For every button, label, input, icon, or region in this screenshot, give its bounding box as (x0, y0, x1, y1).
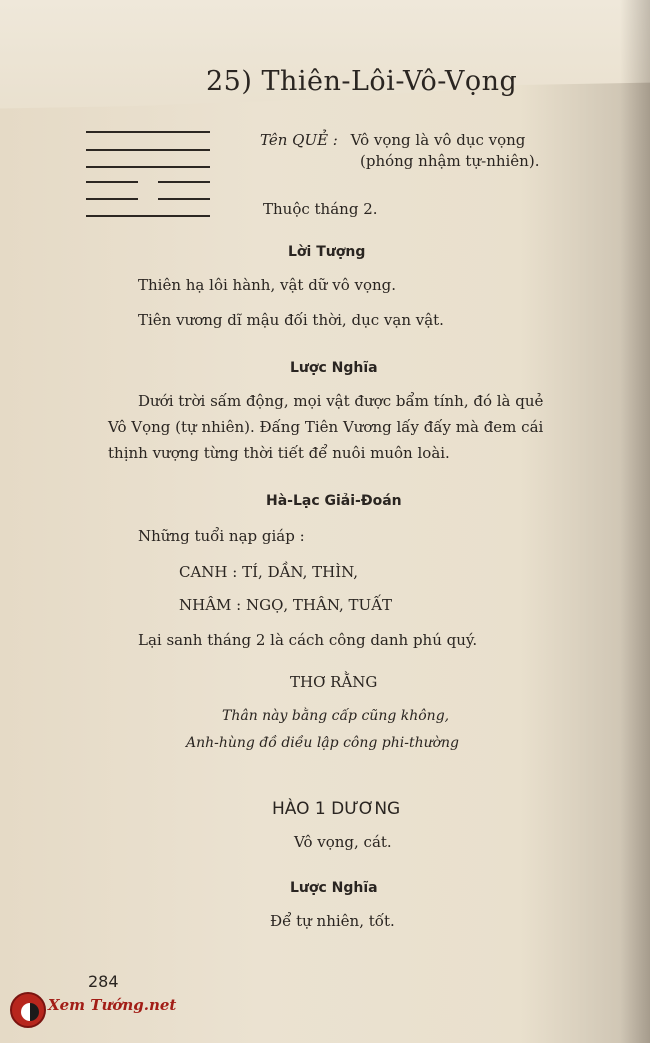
page-number: 284 (88, 972, 119, 991)
watermark-text: Xem Tướng.net (48, 996, 177, 1014)
tho-rang-line-2: Anh-hùng đồ diều lập công phi-thường (186, 735, 460, 751)
ha-lac-intro: Những tuổi nạp giáp : (138, 527, 305, 545)
hao-1-sub-line: Để tự nhiên, tốt. (270, 912, 395, 930)
ten-que (260, 131, 525, 149)
hao-1-heading: HÀO 1 DƯƠNG (272, 799, 401, 819)
hexagram-line-2 (86, 149, 210, 151)
ten-que-label: Tên QUẺ : (260, 131, 338, 149)
yin-yang-icon (10, 992, 46, 1028)
hexagram-line-4-right (158, 181, 210, 183)
loi-tuong-heading: Lời Tượng (288, 244, 366, 260)
loi-tuong-line-1: Thiên hạ lôi hành, vật dữ vô vọng. (138, 276, 397, 294)
page-title: 25) Thiên-Lôi-Vô-Vọng (206, 66, 518, 97)
luoc-nghia-line-2: Vô Vọng (tự nhiên). Đấng Tiên Vương lấy đấy mà đem cái (108, 418, 544, 436)
watermark-logo (8, 990, 178, 1030)
ten-que-value-2: (phóng nhậm tự-nhiên). (360, 152, 540, 170)
luoc-nghia-line-3: thịnh vượng từng thời tiết để nuôi muôn loài. (108, 444, 450, 462)
hexagram-line-1 (86, 131, 210, 133)
loi-tuong-line-2: Tiên vương dĩ mậu đối thời, dục vạn vật. (138, 311, 444, 329)
hexagram-line-4-left (86, 181, 138, 183)
luoc-nghia-heading: Lược Nghĩa (290, 360, 378, 376)
page-edge-shadow (620, 0, 650, 1043)
hexagram-line-5-right (158, 198, 210, 200)
hexagram-line-6 (86, 215, 210, 217)
ha-lac-note: Lại sanh tháng 2 là cách công danh phú quý. (138, 631, 478, 649)
tho-rang-line-1: Thân này bằng cấp cũng không, (222, 708, 450, 724)
tho-rang-heading: THƠ RẰNG (290, 673, 378, 691)
luoc-nghia-line-1: Dưới trời sấm động, mọi vật được bẩm tính, đó là quẻ (138, 392, 544, 410)
hexagram-line-3 (86, 166, 210, 168)
thuoc-thang: Thuộc tháng 2. (263, 200, 378, 218)
hexagram-line-5-left (86, 198, 138, 200)
hao-1-line: Vô vọng, cát. (294, 833, 392, 851)
hao-1-sub-heading: Lược Nghĩa (290, 880, 378, 896)
ten-que-value: Vô vọng là vô dục vọng (350, 131, 526, 149)
ha-lac-nham: NHÂM : NGỌ, THÂN, TUẤT (179, 596, 393, 614)
ha-lac-heading: Hà-Lạc Giải-Đoán (266, 493, 402, 509)
ha-lac-canh: CANH : TÍ, DẦN, THÌN, (179, 563, 359, 581)
